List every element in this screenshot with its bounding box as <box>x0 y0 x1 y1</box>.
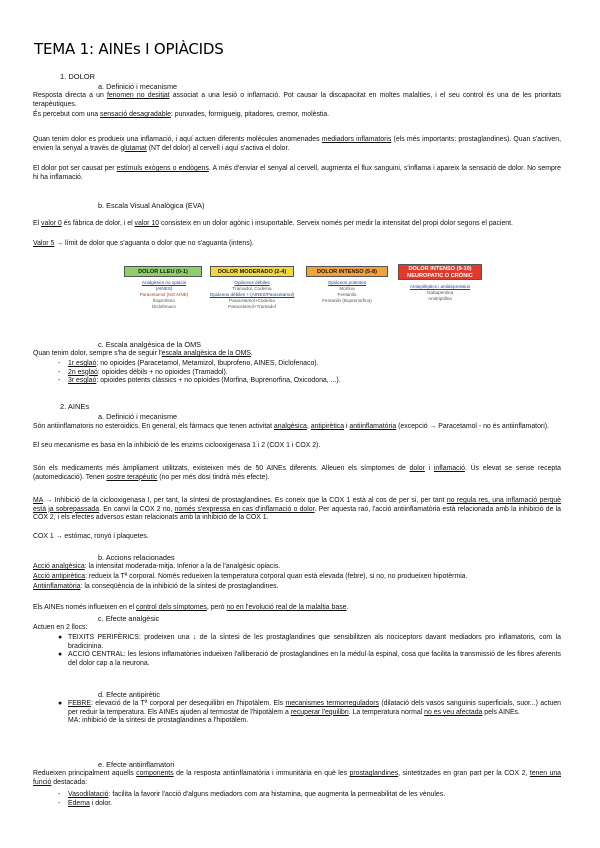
list-item: ● FEBRE: elevació de la Tª corporal per desequilibri en l'hipotàlem. Els mecanismes termorreguladors (dilatació dels vasos sanguinis superficials, suor...) actuen per reduir la temperatura. Els AINEs ajuden al termostat de l'hipotàlem a recuperar l'equilibri. La temperatura normal no es veu afectada pels AINEs. <box>58 700 561 716</box>
scale-column-opiaceos-potentes: Opiáceos potentes Morfina Fentanilo Fentanilo (Buprenorfina) <box>322 280 372 303</box>
subheading-eva: b. Escala Visual Analògica (EVA) <box>98 201 205 210</box>
scale-box-neuropatic: DOLOR INTENSO (9-10) NEUROPATIC O CRÒNIC <box>398 264 482 280</box>
paragraph-eva-values: El valor 0 és fàbrica de dolor, i el valor 10 consisteix en un dolor agònic i insuportable. Serveix només per medir la intensitat del propi dolor segons el pacient. <box>33 220 513 227</box>
scale-box-intenso: DOLOR INTENSO (5-8) <box>306 266 388 277</box>
paragraph-ma: MA → Inhibició de la ciclooxigenasa I, per tant, la síntesi de prostaglandines. Es coneix que la COX 1 està al cos de per si, per tant no regula res, una inflamació perquè està ja sobrepassada. En canvi la COX 2 no, només s'expressa en cas d'inflamació o dolor. Per aquesta raó, l'acció antiinflamatòria està relacionada amb la inhibició de la COX 2, i els efectes adversos estan relacionats amb la inhibició de la COX 1. <box>33 497 561 522</box>
paragraph-sensation: És percebut com una sensació desagradable: punxades, formigueig, pitadores, cremor, molèstia. <box>33 111 330 118</box>
list-item: MA: inhibició de la síntesi de prostaglandines a l'hipotàlem. <box>68 717 249 725</box>
paragraph-two-sites: Actuen en 2 llocs: <box>33 624 88 631</box>
paragraph-analgesica: Acció analgèsica: la intensitat moderada-mitja. Inferior a la de l'analgèsic opiacis. <box>33 563 281 570</box>
subheading-accions: b. Accions relacionades <box>98 553 175 562</box>
subheading-aines-definicio: a. Definició i mecanisme <box>98 412 178 421</box>
paragraph-components: Redueixen principalment aquells components de la resposta antiinflamatòria i immunitària en què les prostaglandines, sintetitzades en gran part per la COX 2, tenen una funció destacada: <box>33 770 561 786</box>
list-item: ● TEIXITS PERIFÈRICS: prodeixen una ↓ de la síntesi de les prostaglandines que sensibilitzen als nociceptors davant mediadors pro inflamatoris, com la bradicinina. <box>58 634 561 650</box>
subheading-definicio: a. Definició i mecanisme <box>98 82 178 91</box>
scale-column-antiepileptics: Antiepilèptics i antidepressius Gabapentina Amitriptilina <box>409 284 471 301</box>
scale-column-analgesics: Analgèsics no opiacis (AINES) Paracetamol (NO AINE) Ibuprofeno Diclofenaco <box>139 280 189 309</box>
paragraph-antipiretica: Acció antipirètica: redueix la Tª corporal. Només redueixen la temperatura corporal quan està elevada (febre), si no, no produeixen hipotèrmia. <box>33 573 468 580</box>
analgesic-sites-list <box>58 634 561 668</box>
section-heading-aines: 2. AINEs <box>60 402 90 411</box>
paragraph-oms: Quan tenim dolor, sempre s'ha de seguir l'escala analgèsica de la OMS. <box>33 350 253 357</box>
paragraph-mechanism: El seu mecanisme es basa en la inhibició de les enzims ciclooxigenasa 1 i 2 (COX 1 i COX 2). <box>33 442 321 449</box>
list-item: ● ACCIÓ CENTRAL: les lesions inflamatòries indueixen l'alliberació de prostaglandines en la médul·la espinal, cosa que facilita la transmissió de les fibres aferents del dolor cap a la neurona. <box>58 651 561 667</box>
paragraph-aines-definition: Són antiinflamatoris no esteroidics. En general, els fàrmacs que tenen activitat analgèsica, antipirètica i antiinflamatòria (excepció → Paracetamol - no és antiinflamatori). <box>33 423 549 430</box>
antiinflamatory-list <box>58 791 558 808</box>
list-item: - 3r esglaó: opioides potents clàssics + no opioides (Morfina, Buprenorfina, Oxicodona, ...). <box>58 377 341 385</box>
paragraph-mediators: Quan tenim dolor es produeix una inflamació, i aquí actuen diferents molècules anomenades mediadors inflamatoris (els més importants: prostaglandines). Quan s'activen, envien la senyal a través de glutamat (NT del dolor) al cervell i aquí s'activa el dolor. <box>33 136 561 152</box>
scale-box-lleu: DOLOR LLEU (0-1) <box>124 266 202 277</box>
subheading-efecte-analgesic: c. Efecte analgèsic <box>98 614 160 623</box>
subheading-oms: c. Escala analgèsica de la OMS <box>98 340 202 349</box>
pain-scale-figure <box>118 262 488 332</box>
paragraph-symptoms: Els AINEs només influeixen en el control dels símptomes, però no en l'evolució real de la malaltia base. <box>33 604 349 611</box>
list-item: - Vasodilatació: facilita la favorir l'acció d'alguns mediadors com ara histamina, que augmenta la permeabilitat de les vènules. <box>58 791 446 798</box>
scale-column-opiaceos-debiles: Opiáceos débiles Tramadol, Codeína Opiáceos débiles + (AINES/Paracetamol) Paracetamol+Codeína Paracetamol+Tramadol <box>209 280 295 309</box>
paragraph-dolor-definition: Resposta directa a un fenomen no desitjat associat a una lesió o inflamació. Pot causar la discapacitat en moltes malalties, i el seu control és una de les prioritats terapèutiques. <box>33 92 561 108</box>
document-title: TEMA 1: AINEs I OPIÀCIDS <box>34 40 224 58</box>
antipiretic-list <box>58 700 561 726</box>
list-item: - 1r esglaó: no opioides (Paracetamol, Metamizol, Ibuprofeno, AINES, Diclofenaco). <box>58 360 319 367</box>
paragraph-usage: Són els medicaments més àmpliament utilitzats, existeixen més de 50 AINEs diferents. Alleuen els símptomes de dolor i inflamació. Ús elevat se sense recepta (automedicació). Tenen sostre terapèutic (no per més dosi tindrà més efecte). <box>33 465 561 481</box>
paragraph-antiinflamatoria: Antiinflamatòria: la conseqüència de la inhibició de la síntesi de prostaglandines. <box>33 583 279 590</box>
subheading-efecte-antipiretic: d. Efecte antipirètic <box>98 690 161 699</box>
list-item: - 2n esglaó: opioides dèbils + no opioides (Tramadol). <box>58 368 228 376</box>
paragraph-cox1: COX 1 → estómac, ronyó i plaquetes. <box>33 533 149 540</box>
paragraph-stimuli: El dolor pot ser causat per estímuls exògens o endògens. A més d'enviar el senyal al cervell, augmenta el flux sanguini, s'inflama i apareix la sensació de dolor. No sempre hi ha inflamació. <box>33 165 561 181</box>
section-heading-dolor: 1. DOLOR <box>60 72 96 81</box>
list-item: - Edema i dolor. <box>58 799 113 807</box>
paragraph-valor5: Valor 5 → límit de dolor que s'aguanta o dolor que no s'aguanta (intens). <box>33 240 254 247</box>
scale-box-moderado: DOLOR MODERADO (2-4) <box>210 266 294 277</box>
subheading-efecte-antiinflamatori: e. Efecte antiinflamatori <box>98 760 175 769</box>
oms-steps-list <box>58 360 558 386</box>
